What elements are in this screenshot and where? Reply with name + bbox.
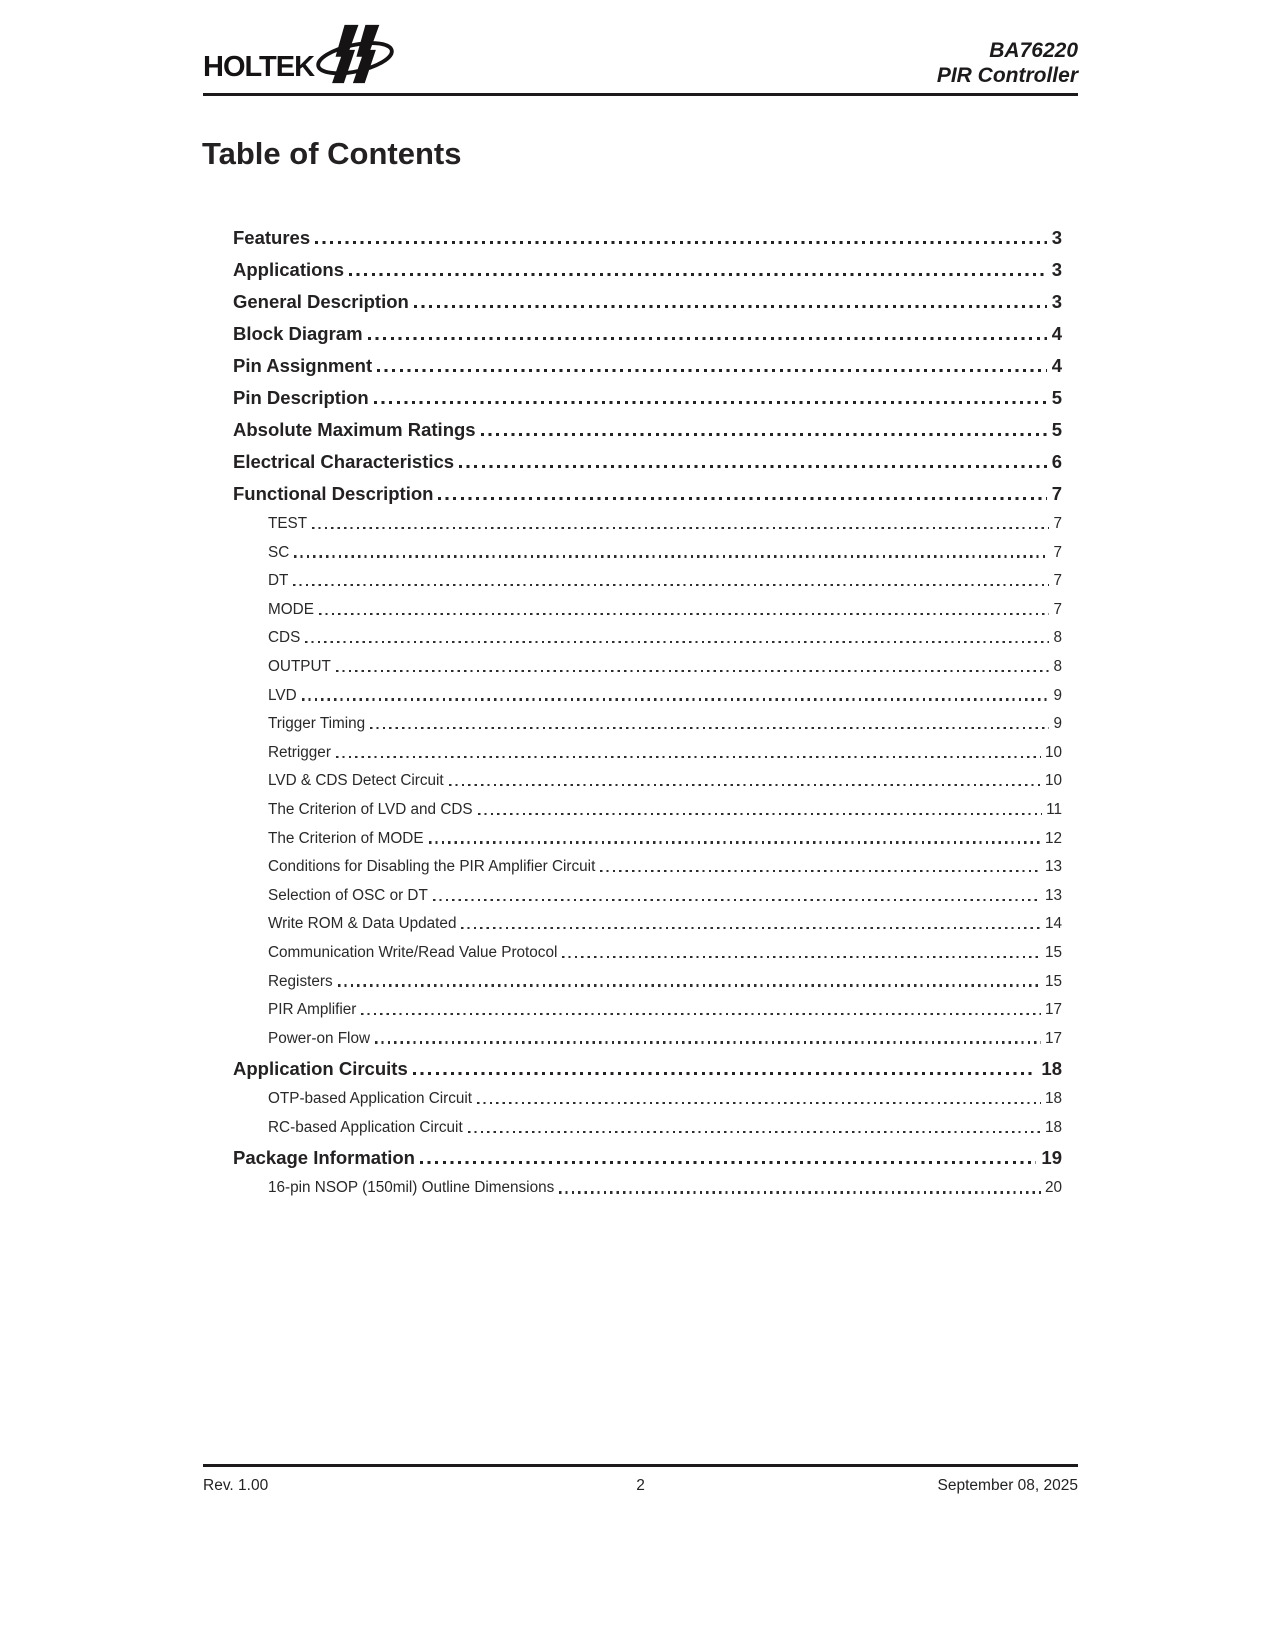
toc-entry-label: LVD & CDS Detect Circuit (268, 772, 444, 790)
toc-entry-page: 10 (1044, 743, 1062, 761)
toc-entry-label: Selection of OSC or DT (268, 886, 428, 904)
toc-entry[interactable] (203, 318, 1062, 350)
toc-leader-dots (368, 337, 1047, 340)
toc-entry-label: Conditions for Disabling the PIR Amplifier Circuit (268, 858, 596, 876)
header-product-block (937, 38, 1078, 88)
toc-entry[interactable] (203, 624, 1062, 653)
toc-entry-label: TEST (268, 515, 308, 532)
toc-entry[interactable] (203, 1114, 1062, 1143)
toc-entry-page: 15 (1044, 943, 1062, 961)
toc-leader-dots (459, 465, 1047, 468)
toc-entry[interactable] (203, 1085, 1062, 1114)
toc-leader-dots (302, 698, 1050, 700)
toc-entry-label: Features (233, 227, 311, 248)
page-header (203, 16, 1078, 92)
toc-leader-dots (315, 241, 1047, 244)
toc-entry-label: SC (268, 543, 290, 561)
toc-entry-label: Trigger Timing (268, 715, 366, 733)
toc-entry[interactable] (203, 446, 1062, 478)
toc-entry-label: Functional Description (233, 483, 434, 504)
toc-entry-label: Application Circuits (233, 1058, 408, 1080)
toc-entry[interactable] (203, 796, 1062, 825)
header-divider (203, 93, 1078, 96)
toc-entry-label: LVD (268, 686, 297, 704)
toc-entry-label: CDS (268, 629, 301, 647)
toc-entry[interactable] (203, 939, 1062, 968)
toc-leader-dots (562, 956, 1041, 958)
toc-leader-dots (338, 984, 1041, 986)
toc-entry-page: 18 (1044, 1090, 1062, 1108)
toc-entry-page: 5 (1051, 387, 1062, 408)
toc-entry-page: 18 (1041, 1058, 1062, 1080)
toc-entry[interactable] (203, 222, 1062, 254)
toc-entry[interactable] (203, 1025, 1062, 1054)
toc-entry[interactable] (203, 567, 1062, 596)
toc-entry-page: 20 (1044, 1179, 1062, 1197)
toc-entry[interactable] (203, 910, 1062, 939)
toc-entry-label: Block Diagram (233, 323, 363, 344)
toc-entry-label: Electrical Characteristics (233, 451, 455, 472)
toc-entry-label: Package Information (233, 1147, 415, 1169)
toc-entry-label: DT (268, 572, 289, 590)
toc-entry-page: 7 (1053, 515, 1062, 532)
toc-entry-page: 4 (1051, 323, 1062, 344)
toc-entry[interactable] (203, 414, 1062, 446)
toc-entry-label: Write ROM & Data Updated (268, 915, 457, 933)
toc-entry-label: Pin Assignment (233, 355, 373, 376)
toc-entry-page: 7 (1053, 543, 1062, 561)
holtek-wings-icon (314, 16, 396, 92)
page-footer (203, 1464, 1078, 1495)
toc-entry-label: General Description (233, 291, 409, 312)
toc-list (203, 222, 1062, 1203)
toc-leader-dots (336, 670, 1050, 672)
toc-entry-label: Registers (268, 972, 333, 990)
toc-leader-dots (375, 1041, 1041, 1043)
footer-revision: Rev. 1.00 (203, 1477, 269, 1494)
toc-entry-label: Pin Description (233, 387, 369, 408)
toc-entry-label: Communication Write/Read Value Protocol (268, 943, 558, 961)
toc-entry-page: 5 (1051, 419, 1062, 440)
toc-leader-dots (414, 305, 1047, 308)
toc-entry-page: 12 (1044, 829, 1062, 847)
toc-leader-dots (477, 1102, 1041, 1104)
toc-entry[interactable] (203, 710, 1062, 739)
toc-leader-dots (449, 784, 1041, 786)
toc-leader-dots (305, 641, 1049, 643)
toc-entry-label: Retrigger (268, 743, 331, 761)
toc-entry-label: Power-on Flow (268, 1029, 371, 1047)
toc-leader-dots (433, 899, 1041, 901)
toc-leader-dots (294, 555, 1049, 557)
toc-leader-dots (468, 1131, 1041, 1133)
holtek-logo-text: HOLTEK (203, 51, 315, 83)
toc-entry-page: 9 (1053, 715, 1062, 733)
toc-entry-label: MODE (268, 600, 314, 618)
toc-entry[interactable] (203, 1142, 1062, 1174)
toc-entry-page: 17 (1044, 1029, 1062, 1047)
toc-entry-page: 19 (1041, 1147, 1062, 1169)
footer-date: September 08, 2025 (937, 1477, 1078, 1494)
toc-entry[interactable] (203, 1174, 1062, 1203)
toc-entry[interactable] (203, 510, 1062, 539)
toc-leader-dots (438, 497, 1046, 500)
toc-entry-page: 11 (1046, 800, 1062, 818)
toc-entry[interactable] (203, 996, 1062, 1025)
toc-entry-page: 4 (1051, 355, 1062, 376)
toc-entry-page: 7 (1053, 600, 1062, 618)
toc-leader-dots (413, 1072, 1037, 1075)
toc-entry-page: 10 (1044, 772, 1062, 790)
toc-entry-label: OUTPUT (268, 657, 331, 675)
toc-leader-dots (349, 273, 1047, 276)
toc-entry[interactable] (203, 254, 1062, 286)
toc-entry-page: 6 (1051, 451, 1062, 472)
toc-entry-label: Absolute Maximum Ratings (233, 419, 476, 440)
toc-entry-label: OTP-based Application Circuit (268, 1090, 473, 1108)
product-number: BA76220 (989, 39, 1078, 62)
toc-entry[interactable] (203, 825, 1062, 854)
toc-entry-page: 17 (1044, 1001, 1062, 1019)
toc-entry[interactable] (203, 382, 1062, 414)
toc-leader-dots (336, 756, 1041, 758)
toc-leader-dots (370, 727, 1049, 729)
toc-entry[interactable] (203, 1053, 1062, 1085)
toc-entry[interactable] (203, 653, 1062, 682)
footer-page-number: 2 (636, 1477, 645, 1494)
toc-entry-page: 13 (1044, 858, 1062, 876)
toc-entry[interactable] (203, 539, 1062, 568)
holtek-logo (203, 16, 396, 92)
toc-leader-dots (312, 527, 1049, 529)
toc-entry-page: 3 (1051, 227, 1062, 248)
toc-leader-dots (293, 584, 1049, 586)
toc-entry-page: 3 (1051, 259, 1062, 280)
toc-entry[interactable] (203, 882, 1062, 911)
toc-entry[interactable] (203, 682, 1062, 711)
toc-entry[interactable] (203, 739, 1062, 768)
toc-leader-dots (600, 870, 1041, 872)
toc-leader-dots (374, 401, 1047, 404)
toc-entry-page: 3 (1051, 291, 1062, 312)
toc-entry[interactable] (203, 286, 1062, 318)
toc-leader-dots (361, 1013, 1041, 1015)
toc-leader-dots (481, 433, 1047, 436)
toc-entry[interactable] (203, 596, 1062, 625)
toc-entry-page: 8 (1053, 657, 1062, 675)
product-type: PIR Controller (936, 64, 1078, 87)
toc-entry[interactable] (203, 350, 1062, 382)
toc-entry-page: 13 (1044, 886, 1062, 904)
toc-entry-page: 9 (1053, 686, 1062, 704)
toc-entry-label: The Criterion of MODE (268, 829, 424, 847)
page-title: Table of Contents (202, 136, 462, 171)
toc-entry-page: 7 (1053, 572, 1062, 590)
toc-leader-dots (429, 841, 1041, 843)
toc-leader-dots (377, 369, 1047, 372)
toc-entry-page: 15 (1044, 972, 1062, 990)
toc-entry-page: 8 (1053, 629, 1062, 647)
toc-entry[interactable] (203, 478, 1062, 510)
toc-entry[interactable] (203, 767, 1062, 796)
toc-leader-dots (319, 613, 1050, 615)
toc-entry[interactable] (203, 853, 1062, 882)
toc-entry-label: The Criterion of LVD and CDS (268, 800, 473, 818)
toc-entry-page: 18 (1044, 1118, 1062, 1136)
toc-entry-label: 16-pin NSOP (150mil) Outline Dimensions (268, 1179, 555, 1197)
toc-entry-page: 14 (1044, 915, 1062, 933)
toc-leader-dots (559, 1191, 1041, 1193)
toc-leader-dots (478, 813, 1042, 815)
toc-entry-page: 7 (1051, 483, 1062, 504)
toc-entry[interactable] (203, 968, 1062, 997)
toc-entry-label: RC-based Application Circuit (268, 1118, 463, 1136)
toc-entry-label: Applications (233, 259, 345, 280)
toc-leader-dots (420, 1161, 1036, 1164)
toc-entry-label: PIR Amplifier (268, 1001, 357, 1019)
toc-leader-dots (461, 927, 1041, 929)
